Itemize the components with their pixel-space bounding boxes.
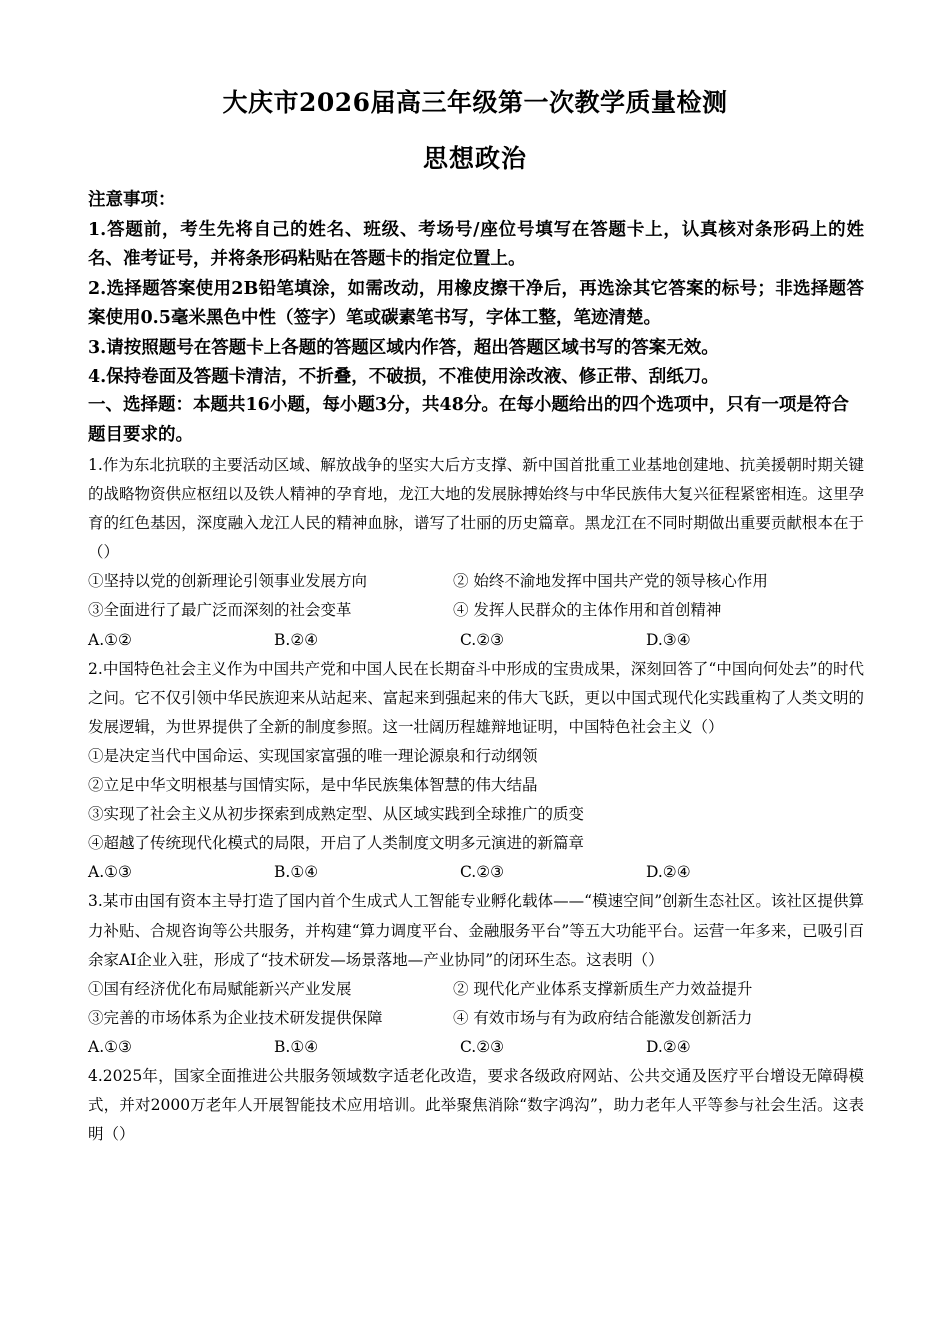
q2-statement-3: ③实现了社会主义从初步探索到成熟定型、从区域实践到全球推广的质变 bbox=[88, 805, 585, 824]
q3-option-b: B.①④ bbox=[274, 1037, 319, 1056]
q2-option-c: C.②③ bbox=[460, 863, 505, 882]
exam-title: 大庆市2026届高三年级第一次教学质量检测 bbox=[222, 88, 728, 117]
notes-item-3: 3.请按照题号在答题卡上各题的答题区域内作答，超出答题区域书写的答案无效。 bbox=[88, 337, 719, 358]
q1-option-b: B.②④ bbox=[274, 630, 319, 649]
section-heading: 一、选择题：本题共16小题，每小题3分，共48分。在每小题给出的四个选项中，只有一项是符合题目要求的。 bbox=[88, 395, 849, 445]
q2-options bbox=[88, 858, 864, 887]
q2-option-d: D.②④ bbox=[646, 863, 691, 882]
q2-option-b: B.①④ bbox=[274, 863, 319, 882]
q1-statements-row-2 bbox=[88, 596, 864, 625]
q1-statement-2: ② 始终不渝地发挥中国共产党的领导核心作用 bbox=[453, 572, 768, 591]
q1-options bbox=[88, 626, 864, 655]
q1-statements-row-1 bbox=[88, 567, 864, 596]
q1-option-c: C.②③ bbox=[460, 630, 505, 649]
q2-statement-4: ④超越了传统现代化模式的局限，开启了人类制度文明多元演进的新篇章 bbox=[88, 834, 585, 853]
q3-option-d: D.②④ bbox=[646, 1037, 691, 1056]
q3-statement-3: ③完善的市场体系为企业技术研发提供保障 bbox=[88, 1008, 383, 1027]
notes-item-2: 2.选择题答案使用2B铅笔填涂，如需改动，用橡皮擦干净后，再选涂其它答案的标号；非选择题答案使用0.5毫米黑色中性（签字）笔或碳素笔书写，字体工整，笔迹清楚。 bbox=[88, 278, 864, 328]
q2-stem: 2.中国特色社会主义作为中国共产党和中国人民在长期奋斗中形成的宝贵成果，深刻回答了“中国向何处去”的时代之问。它不仅引领中华民族迎来从站起来、富起来到强起来的伟大飞跃，更以中国式现代化实践重构了人类文明的发展逻辑，为世界提供了全新的制度参照。这一壮阔历程雄辩地证明，中国特色社会主义（） bbox=[88, 659, 864, 736]
q1-stem: 1.作为东北抗联的主要活动区域、解放战争的坚实大后方支撑、新中国首批重工业基地创建地、抗美援朝时期关键的战略物资供应枢纽以及铁人精神的孕育地，龙江大地的发展脉搏始终与中华民族伟大复兴征程紧密相连。这里孕育的红色基因，深度融入龙江人民的精神血脉，谱写了壮丽的历史篇章。黑龙江在不同时期做出重要贡献根本在于（） bbox=[88, 456, 864, 562]
q3-option-c: C.②③ bbox=[460, 1037, 505, 1056]
q3-option-a: A.①③ bbox=[88, 1037, 132, 1056]
notes-item-4: 4.保持卷面及答题卡清洁，不折叠，不破损，不准使用涂改液、修正带、刮纸刀。 bbox=[88, 367, 719, 387]
q2-statement-1: ①是决定当代中国命运、实现国家富强的唯一理论源泉和行动纲领 bbox=[88, 746, 538, 765]
q1-option-a: A.①② bbox=[88, 630, 132, 649]
q1-statement-1: ①坚持以党的创新理论引领事业发展方向 bbox=[88, 572, 368, 591]
q2-statement-2: ②立足中华文明根基与国情实际，是中华民族集体智慧的伟大结晶 bbox=[88, 776, 538, 795]
q4-stem: 4.2025年，国家全面推进公共服务领域数字适老化改造，要求各级政府网站、公共交通及医疗平台增设无障碍模式，并对2000万老年人开展智能技术应用培训。此举聚焦消除“数字鸿沟”，助力老年人平等参与社会生活。这表明（） bbox=[88, 1066, 864, 1144]
q3-statement-4: ④ 有效市场与有为政府结合能激发创新活力 bbox=[453, 1008, 753, 1027]
questions bbox=[88, 451, 864, 1149]
q3-statements-row-1 bbox=[88, 975, 864, 1004]
notes-heading: 注意事项： bbox=[88, 190, 176, 210]
notes-section bbox=[88, 186, 864, 393]
q1-statement-3: ③全面进行了最广泛而深刻的社会变革 bbox=[88, 601, 352, 620]
q1-option-d: D.③④ bbox=[646, 630, 691, 649]
exam-subject: 思想政治 bbox=[422, 144, 527, 173]
q3-statements-row-2 bbox=[88, 1004, 864, 1033]
q3-options bbox=[88, 1033, 864, 1062]
notes-item-1: 1.答题前，考生先将自己的姓名、班级、考场号/座位号填写在答题卡上，认真核对条形码上的姓名、准考证号，并将条形码粘贴在答题卡的指定位置上。 bbox=[88, 219, 864, 269]
q2-option-a: A.①③ bbox=[88, 863, 132, 882]
q3-statement-1: ①国有经济优化布局赋能新兴产业发展 bbox=[88, 979, 352, 998]
section-heading-block bbox=[88, 391, 864, 450]
q1-statement-4: ④ 发挥人民群众的主体作用和首创精神 bbox=[453, 601, 722, 620]
q3-statement-2: ② 现代化产业体系支撑新质生产力效益提升 bbox=[453, 979, 753, 998]
q3-stem: 3.某市由国有资本主导打造了国内首个生成式人工智能专业孵化载体——“模速空间”创新生态社区。该社区提供算力补贴、合规咨询等公共服务，并构建“算力调度平台、金融服务平台”等五大功能平台。运营一年多来，已吸引百余家AI企业入驻，形成了“技术研发—场景落地—产业协同”的闭环生态。这表明（） bbox=[88, 892, 864, 969]
